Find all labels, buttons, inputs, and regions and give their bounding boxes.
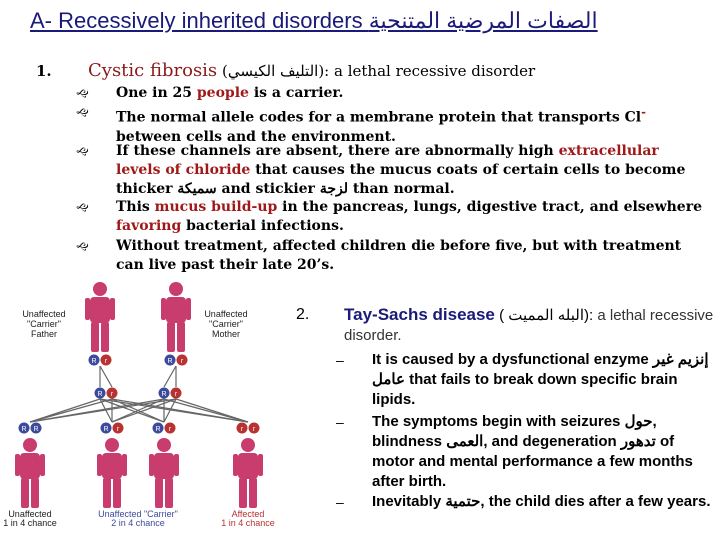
- cystic-fibrosis-desc: : a lethal recessive disorder: [324, 62, 536, 80]
- father-label-line: Father: [30, 329, 58, 339]
- dash-icon: –: [336, 414, 344, 430]
- svg-text:R: R: [103, 426, 109, 433]
- father-label-line: Unaffected: [22, 309, 66, 319]
- bullet-icon: 🙙: [76, 240, 89, 255]
- gamete-allele-4: [171, 388, 182, 399]
- bullet-icon: 🙙: [76, 106, 89, 121]
- alleles: [19, 355, 260, 434]
- svg-text:r: r: [180, 358, 184, 365]
- child-2-allele-1: [101, 423, 112, 434]
- cf-bullet-5: Without treatment, affected children die before five, but with treatment can live past their late 20’s.: [116, 238, 682, 273]
- mother-label-line: "Carrier": [209, 319, 243, 329]
- child-1-allele-1: [19, 423, 30, 434]
- gamete-allele-3: [159, 388, 170, 399]
- mother-allele-1: [165, 355, 176, 366]
- child-2-allele-2: [113, 423, 124, 434]
- child-figure-3: [149, 438, 179, 508]
- svg-text:R: R: [161, 391, 167, 398]
- child-2-status: Unaffected "Carrier": [98, 509, 178, 519]
- line-g4-c4: [176, 399, 248, 422]
- dash-icon: –: [336, 494, 344, 510]
- svg-text:r: r: [174, 391, 178, 398]
- child-3-status: Affected: [231, 509, 265, 519]
- child-1-allele-2: [31, 423, 42, 434]
- svg-text:R: R: [91, 358, 97, 365]
- cystic-fibrosis-title: Cystic fibrosis: [88, 60, 218, 81]
- mother-allele-2: [177, 355, 188, 366]
- child-4-allele-2: [249, 423, 260, 434]
- line-f2: [100, 366, 112, 387]
- gamete-allele-2: [107, 388, 118, 399]
- mother-label: [204, 309, 247, 339]
- child-1-chance: 1 in 4 chance: [3, 518, 57, 528]
- cf-bullet-4: This mucus build-up in the pancreas, lungs, digestive tract, and elsewhere favoring bacterial infections.: [116, 199, 702, 234]
- bullet-icon: 🙙: [76, 145, 89, 160]
- svg-text:r: r: [116, 426, 120, 433]
- gamete-allele-1: [95, 388, 106, 399]
- inheritance-diagram: [0, 280, 275, 538]
- cf-bullet-1: One in 25 people is a carrier.: [116, 85, 344, 101]
- svg-text:R: R: [167, 358, 173, 365]
- inheritance-lines: [30, 366, 248, 422]
- child-4-allele-1: [237, 423, 248, 434]
- father-figure: [85, 282, 115, 352]
- section-2-number: 2.: [296, 306, 310, 323]
- father-allele-2: [101, 355, 112, 366]
- child-1-status: Unaffected: [8, 509, 52, 519]
- section-2-heading: [344, 305, 714, 346]
- svg-text:r: r: [110, 391, 114, 398]
- svg-text:R: R: [97, 391, 103, 398]
- bullet-icon: 🙙: [76, 201, 89, 216]
- dash-icon: –: [336, 352, 344, 368]
- bullet-icon: 🙙: [76, 87, 89, 102]
- mother-label-line: Unaffected: [204, 309, 248, 319]
- page-title: A- Recessively inherited disorders الصفات المرضية المتنحية: [30, 8, 598, 33]
- father-label-line: "Carrier": [27, 319, 61, 329]
- svg-text:r: r: [240, 426, 244, 433]
- child-3-chance: 1 in 4 chance: [221, 518, 275, 528]
- child-3-allele-1: [153, 423, 164, 434]
- section-1-heading: [88, 60, 535, 81]
- svg-text:R: R: [21, 426, 27, 433]
- tay-sachs-desc: a lethal recessive disorder.: [344, 307, 714, 344]
- svg-text:R: R: [155, 426, 161, 433]
- section-1-number: 1.: [36, 62, 52, 80]
- cf-bullet-3: If these channels are absent, there are abnormally high extracellular levels of chloride that causes the mucus coats of certain cells to become thicker سميكة and stickier لزجة than normal.: [116, 143, 686, 197]
- tay-sachs-arabic: ( البله المميت):: [499, 307, 594, 324]
- child-figure-2: [97, 438, 127, 508]
- line-m1: [164, 366, 176, 387]
- child-2-chance: 2 in 4 chance: [111, 518, 165, 528]
- cf-bullet-2: The normal allele codes for a membrane protein that transports Cl- between cells and the environment.: [116, 105, 646, 145]
- child-3-allele-2: [165, 423, 176, 434]
- child-figure-4: [233, 438, 263, 508]
- ts-item-1: It is caused by a dysfunctional enzyme إنزيم غير عامل that fails to break down specific brain lipids.: [372, 351, 709, 408]
- child-figure-1: [15, 438, 45, 508]
- mother-figure: [161, 282, 191, 352]
- ts-item-3: Inevitably حتمية, the child dies after a few years.: [372, 493, 711, 510]
- father-allele-1: [89, 355, 100, 366]
- svg-text:r: r: [168, 426, 172, 433]
- mother-label-line: Mother: [211, 329, 241, 339]
- svg-text:r: r: [252, 426, 256, 433]
- svg-text:R: R: [33, 426, 39, 433]
- cystic-fibrosis-arabic: (التليف الكيسي): [221, 62, 325, 80]
- tay-sachs-title: Tay-Sachs disease: [344, 305, 495, 324]
- ts-item-2: The symptoms begin with seizures حول, blindness العمى, and degeneration تدهور of motor and mental performance a few months after birth.: [372, 413, 693, 490]
- father-label: [22, 309, 65, 339]
- svg-text:r: r: [104, 358, 108, 365]
